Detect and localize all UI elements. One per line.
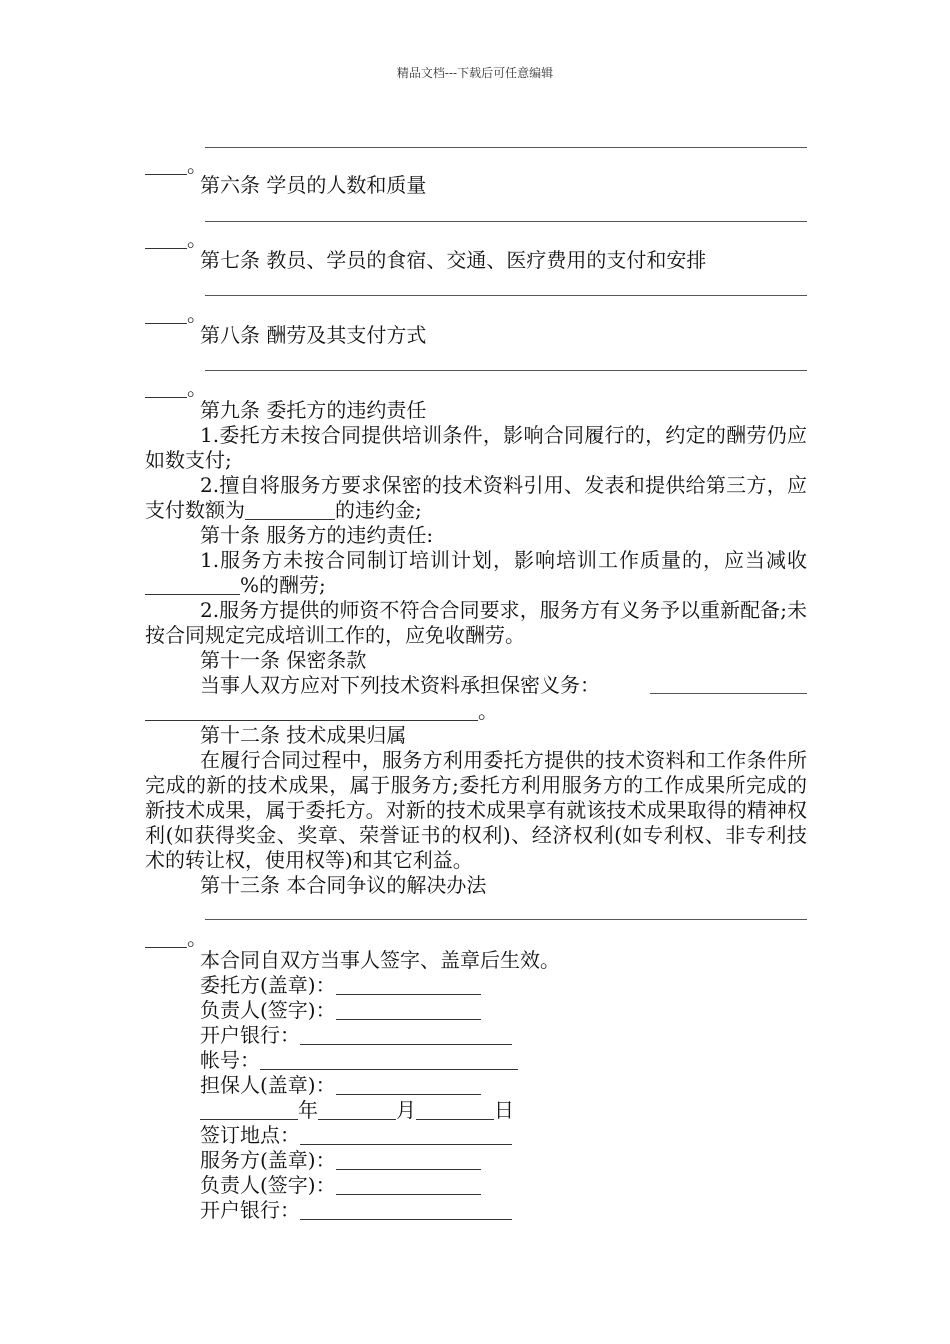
fill-line [205, 295, 807, 296]
client-person-field: 负责人(签字)： [200, 998, 481, 1023]
effective-clause: 本合同自双方当事人签字、盖章后生效。 [200, 948, 560, 972]
fill-line-end: 。 [145, 228, 207, 250]
article-10-clause-1: 1.服务方未按合同制订培训计划，影响培训工作质量的，应当减收%的酬劳; [145, 548, 807, 598]
year-blank[interactable] [200, 1099, 298, 1120]
fill-line [205, 370, 807, 371]
server-person-field: 负责人(签字)： [200, 1173, 481, 1198]
article-8-title: 第八条 酬劳及其支付方式 [200, 323, 427, 347]
article-10-title: 第十条 服务方的违约责任: [200, 523, 434, 547]
day-blank[interactable] [416, 1099, 494, 1120]
client-bank-blank[interactable] [300, 1024, 512, 1045]
article-11-title: 第十一条 保密条款 [200, 648, 367, 672]
date-field: 年 月 日 [200, 1098, 514, 1123]
server-bank-field: 开户银行： [200, 1198, 512, 1223]
fill-line-end: 。 [145, 303, 207, 325]
fill-line-end: 。 [145, 154, 207, 176]
client-bank-field: 开户银行： [200, 1023, 512, 1048]
server-person-blank[interactable] [336, 1174, 481, 1195]
article-9-title: 第九条 委托方的违约责任 [200, 398, 427, 422]
article-9-clause-2: 2.擅自将服务方要求保密的技术资料引用、发表和提供给第三方，应支付数额为 的违约金; [145, 473, 807, 522]
article-9-clause-1: 1.委托方未按合同提供培训条件，影响合同履行的，约定的酬劳仍应如数支付; [145, 423, 807, 472]
client-seal-blank[interactable] [336, 974, 481, 995]
fill-line [205, 147, 807, 148]
server-bank-blank[interactable] [300, 1199, 512, 1220]
client-seal-field: 委托方(盖章)： [200, 973, 481, 998]
place-field: 签订地点： [200, 1123, 512, 1148]
fill-line-end: 。 [145, 927, 207, 949]
server-seal-blank[interactable] [336, 1149, 481, 1170]
penalty-amount-blank [245, 499, 335, 520]
page-header: 精品文档---下载后可任意编辑 [396, 66, 554, 80]
article-7-title: 第七条 教员、学员的食宿、交通、医疗费用的支付和安排 [200, 248, 707, 272]
article-6-title: 第六条 学员的人数和质量 [200, 173, 427, 197]
article-13-title: 第十三条 本合同争议的解决办法 [200, 873, 487, 897]
article-12-title: 第十二条 技术成果归属 [200, 723, 407, 747]
article-11-clause: 当事人双方应对下列技术资料承担保密义务： [200, 673, 600, 697]
reduction-percent-blank [145, 574, 240, 595]
account-field: 帐号： [200, 1048, 518, 1073]
fill-line-end: 。 [145, 700, 498, 722]
place-blank[interactable] [300, 1124, 512, 1145]
fill-line-end: 。 [145, 377, 207, 399]
article-12-clause: 在履行合同过程中，服务方利用委托方提供的技术资料和工作条件所完成的新的技术成果，属于服务方;委托方利用服务方的工作成果所完成的新技术成果，属于委托方。对新的技术成果享有就该技术成果取得的精神权利(如获得奖金、奖章、荣誉证书的权利)、经济权利(如专利权、非专利技术的转让权，使用权等)和其它利益。 [145, 748, 807, 872]
fill-line [205, 221, 807, 222]
month-blank[interactable] [318, 1099, 396, 1120]
client-person-blank[interactable] [336, 999, 481, 1020]
fill-line [650, 693, 807, 694]
fill-line [205, 919, 807, 920]
server-seal-field: 服务方(盖章)： [200, 1148, 481, 1173]
article-10-clause-2: 2.服务方提供的师资不符合合同要求，服务方有义务予以重新配备;未按合同规定完成培训工作的，应免收酬劳。 [145, 598, 807, 647]
guarantor-field: 担保人(盖章)： [200, 1073, 481, 1098]
account-blank[interactable] [260, 1049, 518, 1070]
guarantor-blank[interactable] [336, 1074, 481, 1095]
